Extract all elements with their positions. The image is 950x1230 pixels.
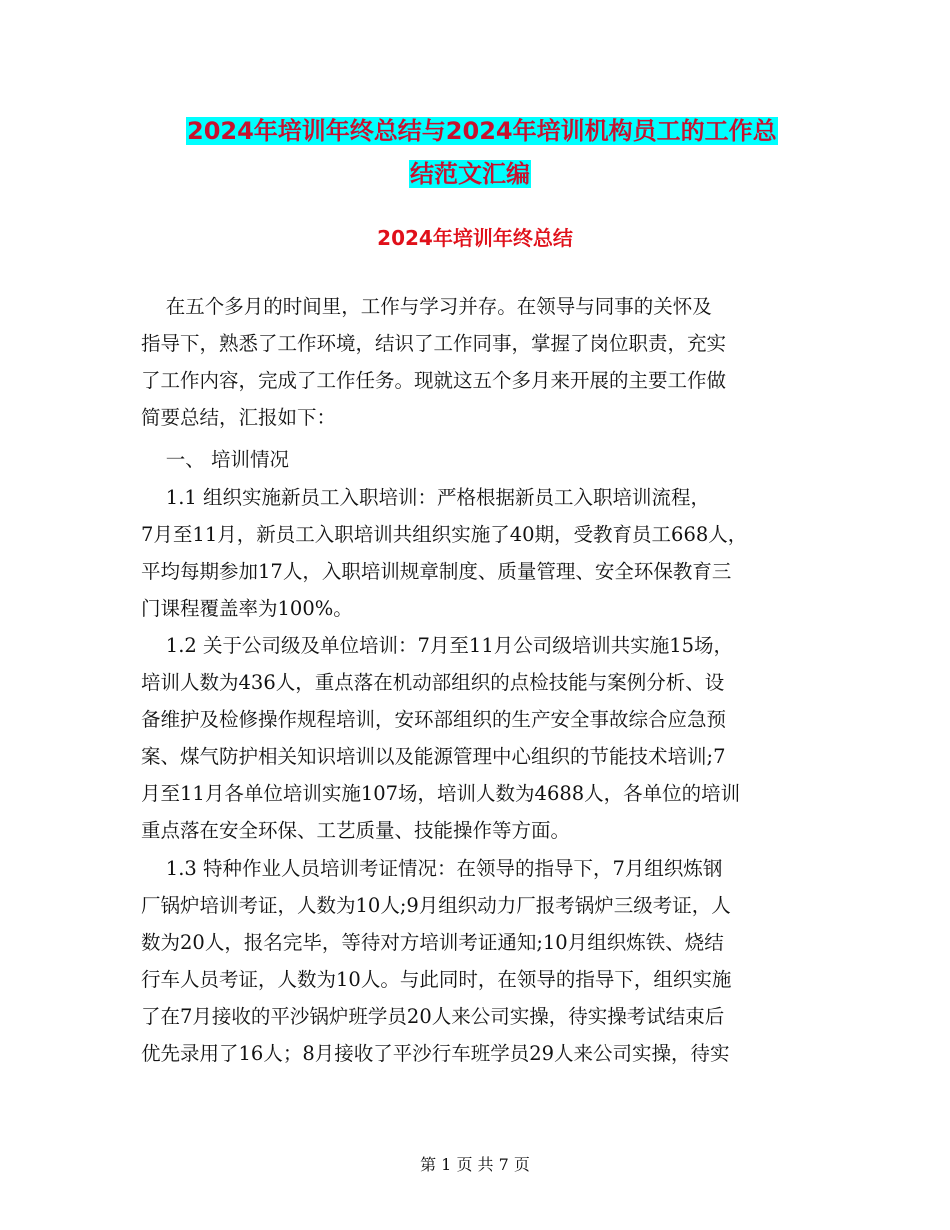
- body-line: 月至11月各单位培训实施107场，培训人数为4688人，各单位的培训: [141, 782, 741, 805]
- body-line: 1.2 关于公司级及单位培训：7月至11月公司级培训共实施15场，: [141, 634, 734, 657]
- title-highlight: 2024年培训年终总结与2024年培训机构员工的工作总: [187, 117, 777, 145]
- document-title-line-1: [186, 114, 778, 148]
- body-line: 一、 培训情况: [141, 448, 289, 471]
- body-line: 厂锅炉培训考证，人数为10人;9月组织动力厂报考锅炉三级考证，人: [141, 894, 731, 917]
- body-line: 数为20人，报名完毕，等待对方培训考证通知;10月组织炼铁、烧结: [141, 931, 724, 954]
- title-highlight: 结范文汇编: [410, 160, 530, 188]
- body-line: 1.3 特种作业人员培训考证情况：在领导的指导下，7月组织炼钢: [141, 857, 723, 880]
- body-line: 优先录用了16人；8月接收了平沙行车班学员29人来公司实操，待实: [141, 1042, 730, 1065]
- body-line: 培训人数为436人，重点落在机动部组织的点检技能与案例分析、设: [141, 671, 725, 694]
- body-line: 重点落在安全环保、工艺质量、技能操作等方面。: [141, 819, 571, 842]
- page-footer: 第 1 页 共 7 页: [420, 1155, 530, 1174]
- body-line: 在五个多月的时间里，工作与学习并存。在领导与同事的关怀及: [141, 295, 712, 318]
- body-line: 门课程覆盖率为100%。: [141, 597, 353, 620]
- body-line: 了在7月接收的平沙锅炉班学员20人来公司实操，待实操考试结束后: [141, 1005, 725, 1028]
- body-line: 平均每期参加17人，入职培训规章制度、质量管理、安全环保教育三: [141, 560, 732, 583]
- document-title-line-2: [409, 157, 531, 191]
- body-line: 1.1 组织实施新员工入职培训：严格根据新员工入职培训流程，: [141, 486, 711, 509]
- body-line: 7月至11月，新员工入职培训共组织实施了40期，受教育员工668人，: [141, 523, 748, 546]
- body-line: 简要总结，汇报如下：: [141, 406, 337, 429]
- body-line: 案、煤气防护相关知识培训以及能源管理中心组织的节能技术培训;7: [141, 745, 726, 768]
- body-line: 行车人员考证，人数为10人。与此同时，在领导的指导下，组织实施: [141, 968, 732, 991]
- body-line: 了工作内容，完成了工作任务。现就这五个多月来开展的主要工作做: [141, 369, 727, 392]
- body-line: 指导下，熟悉了工作环境，结识了工作同事，掌握了岗位职责，充实: [141, 332, 727, 355]
- section-heading: 2024年培训年终总结: [377, 226, 573, 250]
- body-line: 备维护及检修操作规程培训，安环部组织的生产安全事故综合应急预: [141, 708, 727, 731]
